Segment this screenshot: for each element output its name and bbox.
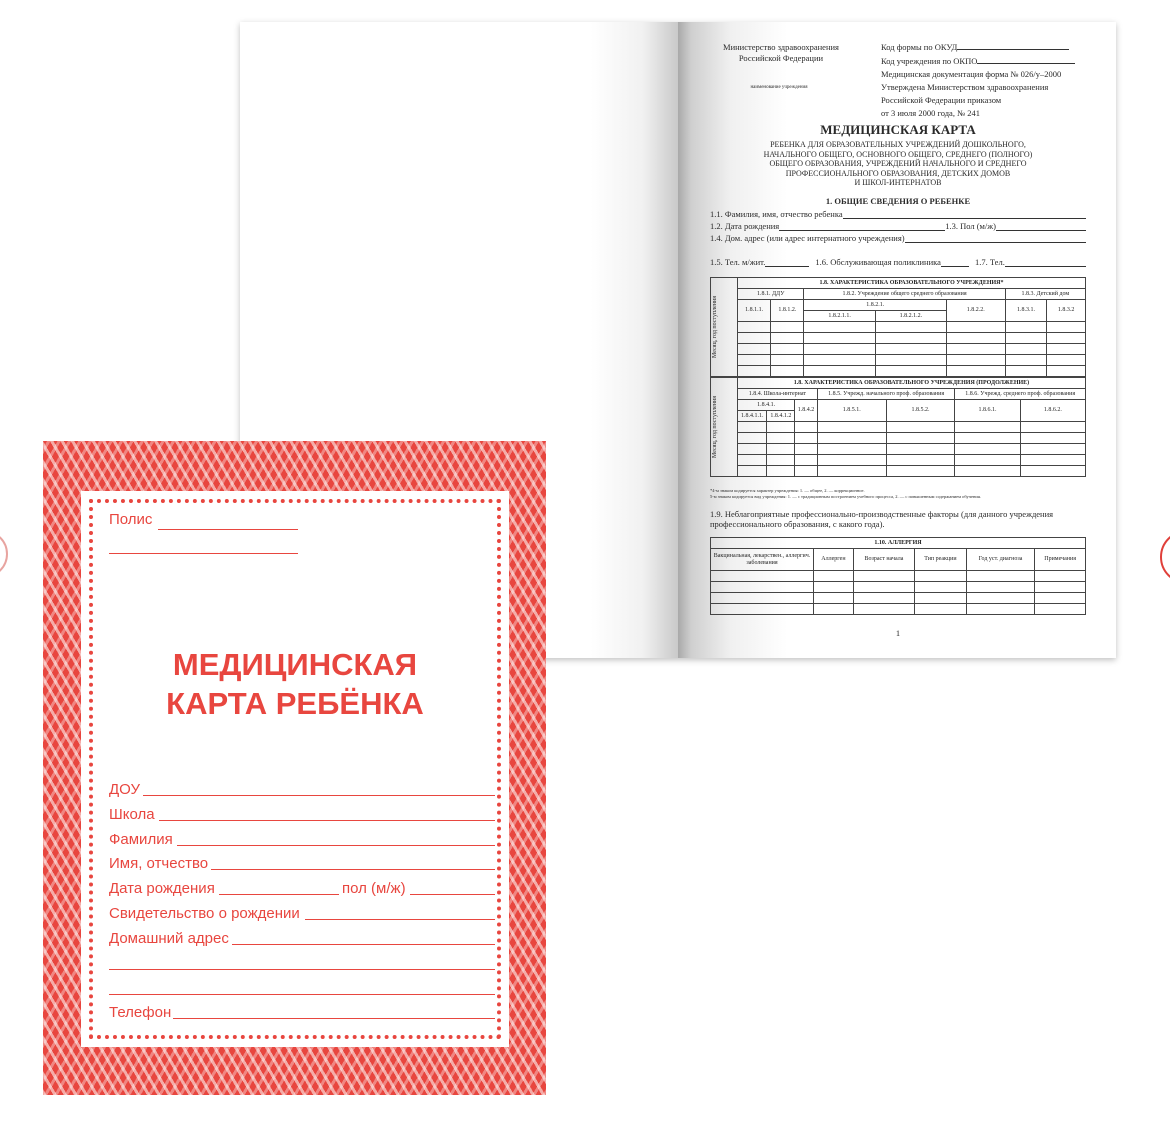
institution-table-2: Месяц, год поступления 1.8. ХАРАКТЕРИСТИКА ОБРАЗОВАТЕЛЬНОГО УЧРЕЖДЕНИЯ (ПРОДОЛЖЕНИЕ) 1.8.4. Школа-интернат 1.8.5. Учрежд. начального проф. образования 1.8.6. Учрежд. среднего проф. образования 1.8.4.1. 1.8.4.2 1.8.5.1. 1.8.5.2. 1.8.6.1. 1.8.6.2. 1.8.4.1.1. 1.8.4.1.2 — [710, 377, 1086, 477]
page-number: 1 — [895, 628, 901, 638]
table1-side-label: Месяц, год поступления — [712, 295, 718, 358]
allergy-title: 1.10. АЛЛЕРГИЯ — [711, 538, 1086, 549]
footnote-1: *4-м знаком кодируется характер учреждения: 1. — общее, 2. — коррекционное. — [710, 488, 865, 493]
institution-label: наименование учреждения — [750, 85, 808, 90]
okud-label: Код формы по ОКУД — [881, 42, 1091, 52]
form-subtitle: РЕБЕНКА ДЛЯ ОБРАЗОВАТЕЛЬНЫХ УЧРЕЖДЕНИЙ ДОШКОЛЬНОГО, НАЧАЛЬНОГО ОБЩЕГО, ОСНОВНОГО ОБЩЕГО, СРЕДНЕГО (ПОЛНОГО) ОБЩЕГО ОБРАЗОВАНИЯ, УЧРЕЖДЕНИЙ НАЧАЛЬНОГО И СРЕДНЕГО ПРОФЕССИОНАЛЬНОГО ОБРАЗОВАНИЯ, ДЕТСКИХ ДОМОВ И ШКОЛ-ИНТЕРНАТОВ — [763, 140, 1033, 187]
form-number: Медицинская документация форма № 026/у–2000 — [881, 69, 1062, 79]
surname-label: Фамилия — [109, 831, 173, 848]
sex-label: пол (м/ж) — [342, 880, 406, 897]
okpo-label: Код учреждения по ОКПО — [881, 56, 1091, 66]
polis-label: Полис — [109, 511, 153, 528]
decorative-circle-right — [1160, 530, 1170, 584]
birth-label: Дата рождения — [109, 880, 215, 897]
order-text: Российской Федерации приказом — [881, 95, 1002, 105]
field-factors: 1.9. Неблагоприятные профессионально-производственные факторы (для данного учреждения профессионального образования, с какого года). — [710, 509, 1054, 529]
dou-label: ДОУ — [109, 781, 141, 798]
name-label: Имя, отчество — [109, 855, 209, 872]
school-label: Школа — [109, 806, 155, 823]
ministry-text: Министерство здравоохранения — [723, 42, 839, 52]
federation-text: Российской Федерации — [738, 53, 824, 63]
dotted-border — [89, 499, 501, 1039]
decorative-circle-left — [0, 530, 8, 578]
cover-title-line-1: МЕДИЦИНСКАЯ — [172, 647, 418, 682]
section-general: 1. ОБЩИЕ СВЕДЕНИЯ О РЕБЕНКЕ — [825, 196, 971, 206]
table1-title: 1.8. ХАРАКТЕРИСТИКА ОБРАЗОВАТЕЛЬНОГО УЧРЕЖДЕНИЯ* — [738, 278, 1086, 289]
institution-table-1: Месяц, год поступления 1.8. ХАРАКТЕРИСТИКА ОБРАЗОВАТЕЛЬНОГО УЧРЕЖДЕНИЯ* 1.8.1. ДДУ 1.8.2. Учреждение общего среднего образования 1.8.3. Детский дом 1.8.1.1. 1.8.1.2. 1.8.2.1. 1.8.2.2. 1.8.3.1. 1.8.3.2 1.8.2.1.1. 1.8.2.1.2. — [710, 277, 1086, 377]
certificate-label: Свидетельство о рождении — [109, 905, 300, 922]
order-date: от 3 июля 2000 года, № 241 — [881, 108, 981, 118]
polis-line — [158, 529, 298, 530]
table2-side-label: Месяц, год поступления — [712, 395, 718, 458]
field-address: 1.4. Дом. адрес (или адрес интернатного учреждения) — [710, 233, 1086, 243]
form-title: МЕДИЦИНСКАЯ КАРТА — [820, 122, 976, 137]
field-phones: 1.5. Тел. м/жит. 1.6. Обслуживающая поликлиника 1.7. Тел. — [710, 257, 1086, 267]
phone-label: Телефон — [109, 1004, 172, 1021]
approved-text: Утверждена Министерством здравоохранения — [881, 82, 1049, 92]
allergy-table: 1.10. АЛЛЕРГИЯ Вакцинальная, лекарствен., аллергич. заболевания Аллерген Возраст начала Тип реакции Год уст. диагноза Примечания — [710, 537, 1086, 615]
table2-title: 1.8. ХАРАКТЕРИСТИКА ОБРАЗОВАТЕЛЬНОГО УЧРЕЖДЕНИЯ (ПРОДОЛЖЕНИЕ) — [738, 378, 1086, 389]
polis-line-2 — [109, 553, 298, 554]
cover-title-line-2: КАРТА РЕБЁНКА — [166, 686, 424, 721]
address-label: Домашний адрес — [109, 930, 229, 947]
field-birth-sex: 1.2. Дата рождения 1.3. Пол (м/ж) — [710, 221, 1086, 231]
footnote-2: 5-м знаком кодируется вид учреждения: 1. — с традиционным построением учебного процесса, 2. — с повышенным содержанием обучения. — [710, 494, 982, 499]
notebook-cover — [43, 441, 546, 1095]
field-fio: 1.1. Фамилия, имя, отчество ребенка — [710, 209, 1086, 219]
right-page — [678, 22, 1116, 658]
cover-label-area — [81, 491, 509, 1047]
